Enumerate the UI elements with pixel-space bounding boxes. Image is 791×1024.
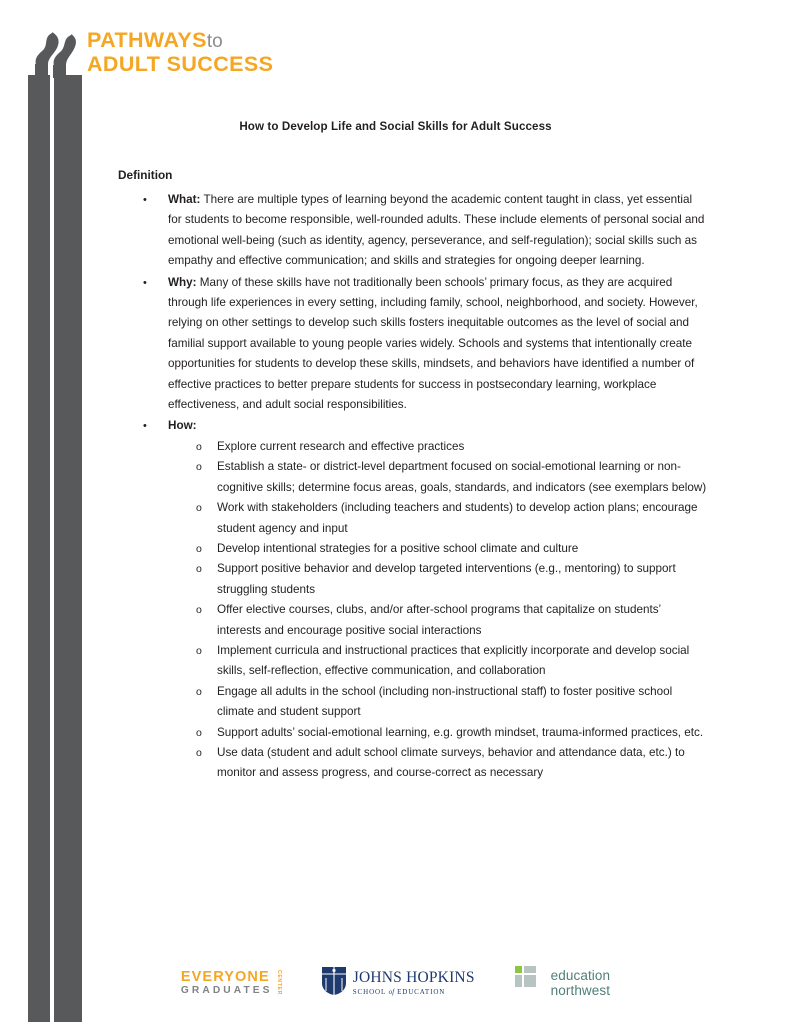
list-item-text: Develop intentional strategies for a positive school climate and culture <box>217 541 579 555</box>
bullet-what-text: There are multiple types of learning beyond the academic content taught in class, yet essential for students to become responsible, well-rounded adults. These include elements of personal social and emotional well-being (such as identity, agency, perseverance, and self-regulation); social skills such as empathy and effective communication; and skills and strategies for ongoing deeper learning. <box>168 193 705 268</box>
education-northwest-logo <box>515 962 610 1004</box>
road-stripe-left <box>28 75 50 1022</box>
egc-center-text: CENTER <box>275 969 282 995</box>
list-item <box>168 641 708 682</box>
footer-logos <box>0 958 791 1008</box>
sub-bullet-glyph: o <box>196 440 202 453</box>
list-item-text: Offer elective courses, clubs, and/or after-school programs that capitalize on students’ interests and encourage positive social interactions <box>217 603 661 637</box>
list-item <box>168 743 708 784</box>
sub-bullet-glyph: o <box>196 685 202 698</box>
johns-hopkins-logo <box>321 962 475 1004</box>
jh-of: of <box>388 987 395 996</box>
sub-bullet-glyph: o <box>196 746 202 759</box>
jh-school: SCHOOL <box>352 987 389 996</box>
road-stripe-graphic <box>28 75 82 1022</box>
winding-road-mark <box>26 28 82 84</box>
sub-bullet-glyph: o <box>196 542 202 555</box>
list-item <box>168 457 708 498</box>
list-item-text: Work with stakeholders (including teachers and students) to develop action plans; encourage student agency and input <box>217 501 698 535</box>
egc-line1: EVERYONE <box>180 968 270 985</box>
bullet-glyph: • <box>143 276 147 289</box>
list-item-text: Engage all adults in the school (including non-instructional staff) to foster positive school climate and student support <box>217 684 673 719</box>
list-item <box>168 437 708 457</box>
sub-bullet-glyph: o <box>196 644 202 657</box>
sub-bullet-glyph: o <box>196 461 202 474</box>
list-item <box>168 559 708 600</box>
bullet-what <box>118 190 708 272</box>
bullet-why-text: Many of these skills have not traditionally been schools’ primary focus, as they are acquired through life experiences in every setting, including family, school, neighborhood, and society. However, relying on other settings to develop such skills fosters inequitable outcomes as the level of social and familial support available to young people varies widely. Schools and systems that intentionally create opportunities for students to develop these skills, mindsets, and behaviors have identified a number of effective practices to better prepare students for success in postsecondary learning, workplace effectiveness, and adult social responsibilities. <box>168 275 698 412</box>
brand-logo-line1 <box>87 30 273 52</box>
education-northwest-line1: education <box>550 967 611 983</box>
list-item-text: Implement curricula and instructional practices that explicitly incorporate and develop social skills, self-reflection, effective communication, and collaboration <box>217 643 690 678</box>
list-item <box>168 723 708 743</box>
brand-logo-to: to <box>206 31 223 52</box>
section-heading-definition: Definition <box>118 168 173 182</box>
how-sub-bullet-list <box>168 437 708 784</box>
johns-hopkins-line1: JOHNS HOPKINS <box>352 969 475 987</box>
bullet-why <box>118 273 708 416</box>
sub-bullet-glyph: o <box>196 604 202 617</box>
egc-line2: GRADUATES <box>180 985 273 997</box>
brand-logo-line2: ADULT SUCCESS <box>87 51 274 76</box>
sub-bullet-glyph: o <box>196 726 202 739</box>
list-item <box>168 600 708 641</box>
bullet-glyph: • <box>143 420 147 433</box>
document-body <box>118 168 708 785</box>
list-item-text: Explore current research and effective practices <box>217 439 465 453</box>
road-stripe-right <box>54 75 82 1022</box>
brand-logo-text <box>87 30 273 76</box>
bullet-how-label: How: <box>168 419 197 433</box>
list-item <box>168 682 708 723</box>
bullet-why-label: Why: <box>168 275 197 289</box>
list-item-text: Use data (student and adult school climate surveys, behavior and attendance data, etc.) to monitor and assess progress, and course-correct as necessary <box>217 745 685 780</box>
bullet-what-label: What: <box>168 193 201 206</box>
list-item-text: Establish a state- or district-level department focused on social-emotional learning or non-cognitive skills; determine focus areas, goals, standards, and indicators (see exemplars below) <box>217 460 707 494</box>
sub-bullet-glyph: o <box>196 502 202 515</box>
johns-hopkins-line2 <box>353 989 475 996</box>
list-item <box>168 498 708 539</box>
everyone-graduates-center-logo <box>181 962 281 1004</box>
definition-bullet-list <box>118 190 708 784</box>
bullet-how <box>118 416 708 783</box>
jh-education: EDUCATION <box>394 987 446 996</box>
list-item-text: Support positive behavior and develop targeted interventions (e.g., mentoring) to support struggling students <box>217 562 676 596</box>
brand-logo-pathways: PATHWAYS <box>87 28 207 52</box>
bullet-glyph: • <box>143 194 147 206</box>
list-item <box>168 539 708 559</box>
sub-bullet-glyph: o <box>196 563 202 576</box>
page-title: How to Develop Life and Social Skills for Adult Success <box>239 120 552 133</box>
list-item-text: Support adults’ social-emotional learning, e.g. growth mindset, trauma-informed practices, etc. <box>217 725 704 739</box>
education-northwest-square-mark-icon <box>515 966 545 1001</box>
education-northwest-line2: northwest <box>550 983 611 998</box>
johns-hopkins-shield-icon <box>321 966 347 1001</box>
